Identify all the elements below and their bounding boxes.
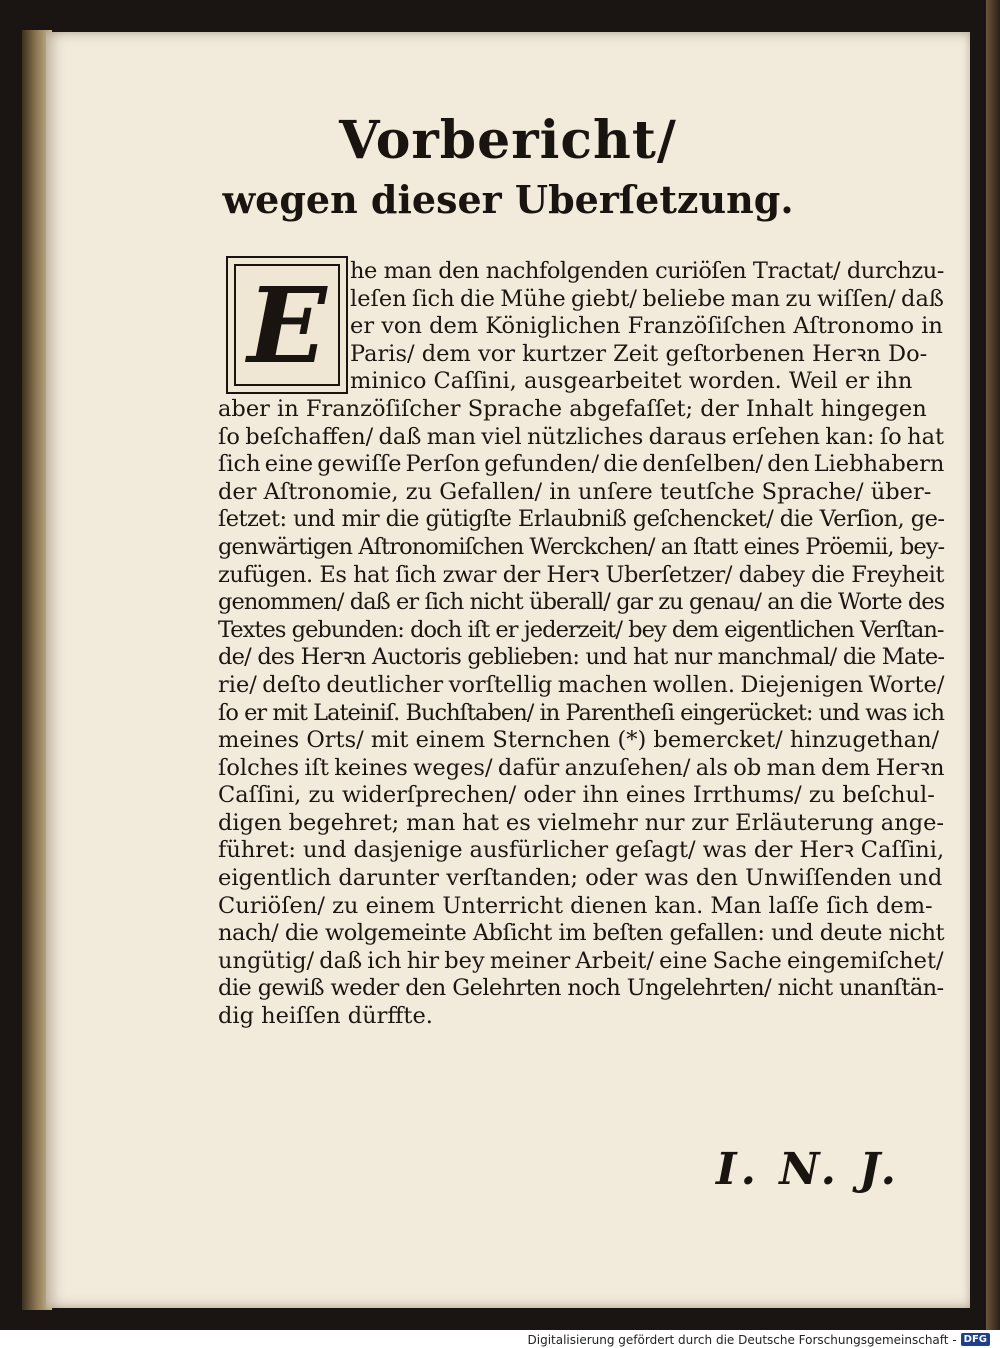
- text-line: zufügen. Es hat ſich zwar der Herꝛ Uberſetzer/ dabey die Freyheit: [218, 561, 944, 588]
- body-text: [218, 258, 944, 1031]
- page-title-text: Vorbericht/: [339, 110, 677, 171]
- text-line: der Aſtronomie, zu Gefallen/ in unſere teutſche Sprache/ über-: [218, 478, 932, 505]
- text-line: führet: und dasjenige ausfürlicher geſagt/ was der Herꝛ Caſſini,: [218, 837, 945, 864]
- text-line: aber in Franzöſiſcher Sprache abgefaſſet; der Inhalt hingegen: [218, 395, 927, 422]
- text-line: he man den nachfolgenden curiöſen Tractat/ durchzu-: [350, 258, 944, 284]
- dfg-logo-icon: DFG: [961, 1333, 990, 1346]
- text-line: digen begehret; man hat es vielmehr nur zur Erläuterung ange-: [218, 809, 945, 836]
- text-line: leſen ſich die Mühe giebt/ beliebe man zu wiſſen/ daß: [350, 285, 944, 312]
- text-line: Paris/ dem vor kurtzer Zeit geſtorbenen Herꝛn Do-: [350, 340, 928, 367]
- text-line: genommen/ daß er ſich nicht überall/ gar zu genau/ an die Worte des: [218, 589, 945, 616]
- text-line: ſolches iſt keines weges/ dafür anzuſehen/ als ob man dem Herꝛn: [218, 754, 945, 781]
- text-line: die gewiß weder den Gelehrten noch Ungelehrten/ nicht unanſtän-: [218, 975, 944, 1002]
- text-line: er von dem Königlichen Franzöſiſchen Aſtronomo in: [350, 313, 943, 340]
- text-line: Caſſini, zu widerſprechen/ oder ihn eines Irrthums/ zu beſchul-: [218, 782, 935, 809]
- footer-text: Digitalisierung gefördert durch die Deutsche Forschungsgemeinschaft -: [527, 1332, 957, 1347]
- text-line: minico Caſſini, ausgearbeitet worden. Weil er ihn: [350, 368, 913, 395]
- text-line: Curiöſen/ zu einem Unterricht dienen kan. Man laſſe ſich dem-: [218, 892, 933, 919]
- text-line: meines Orts/ mit einem Sternchen (*) bemercket/ hinzugethan/: [218, 727, 940, 754]
- text-line: ungütig/ daß ich hir bey meiner Arbeit/ eine Sache eingemiſchet/: [218, 947, 944, 974]
- signature-initials: I. N. J.: [716, 1144, 900, 1195]
- text-line: ſetzet: und mir die gütigſte Erlaubniß geſchencket/ die Verſion, ge-: [218, 506, 945, 533]
- page-subtitle: wegen dieser Uberſetzung.: [222, 177, 794, 222]
- text-line: Textes gebunden: doch iſt er jederzeit/ bey dem eigentlichen Verſtan-: [218, 616, 944, 643]
- decorated-initial: E: [226, 256, 348, 394]
- text-line: ſo beſchaffen/ daß man viel nützliches daraus erſehen kan: ſo hat: [218, 423, 945, 450]
- text-line: nach/ die wolgemeinte Abſicht im beſten gefallen: und deute nicht: [218, 920, 945, 947]
- book-right-edge: [986, 0, 1000, 1330]
- text-line: de/ des Herꝛn Auctoris geblieben: und hat nur manchmal/ die Mate-: [218, 644, 945, 671]
- text-line: genwärtigen Aſtronomiſchen Werckchen/ an ſtatt eines Pröemii, bey-: [218, 533, 945, 560]
- text-line: rie/ deſto deutlicher vorſtellig machen wollen. Diejenigen Worte/: [218, 671, 945, 698]
- text-line: ſich eine gewiſſe Perſon gefunden/ die denſelben/ den Liebhabern: [218, 451, 945, 478]
- book-page: [46, 32, 970, 1308]
- footer-credit: [528, 1331, 991, 1348]
- page-title: [46, 110, 970, 171]
- text-line: ſo er mit Lateiniſ. Buchſtaben/ in Parentheſi eingerücket: und was ich: [218, 699, 945, 726]
- text-line: eigentlich darunter verſtanden; oder was den Unwiſſenden und: [218, 865, 943, 892]
- text-line: dig heiſſen dürffte.: [218, 1003, 433, 1030]
